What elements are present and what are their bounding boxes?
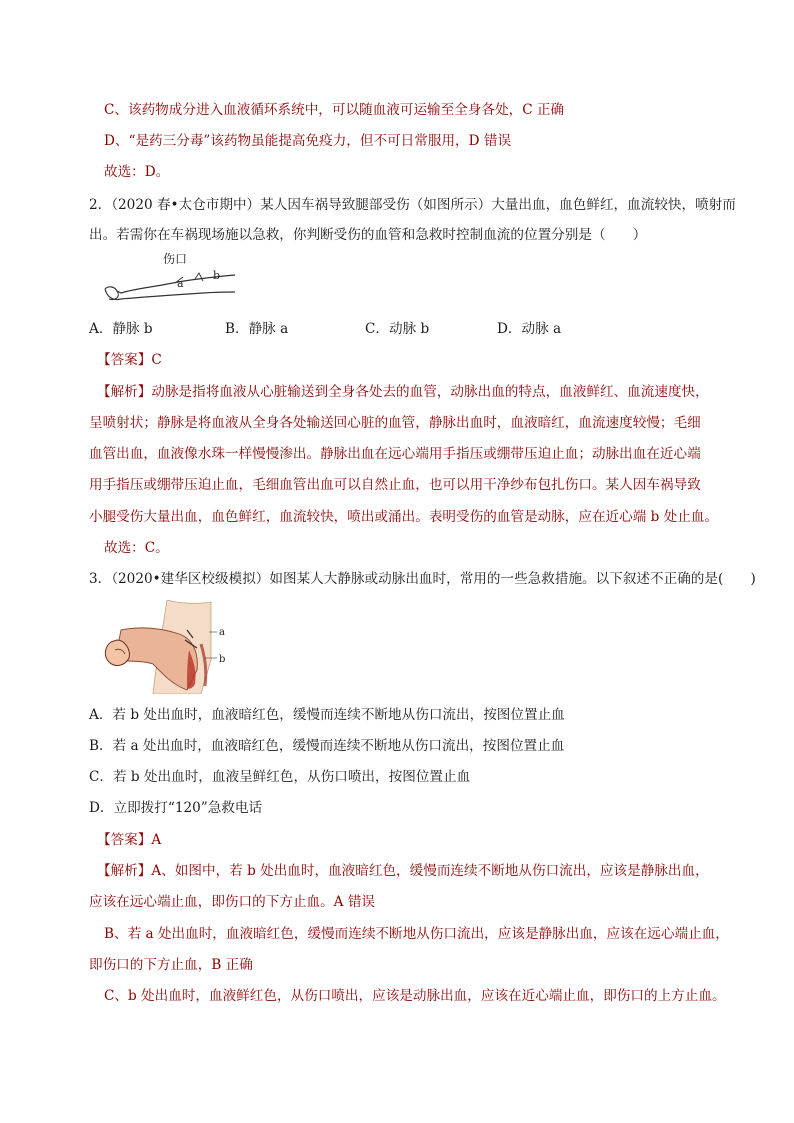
label-b: b <box>213 269 221 282</box>
q3-stem: 3．（2020•建华区校级模拟）如图某人大静脉或动脉出血时，常用的一些急救措施。以下叙述不正确的是( ) <box>89 571 756 587</box>
q3-answer: 【答案】A <box>97 832 162 848</box>
wound-label: 伤口 <box>163 252 188 266</box>
choose-answer: 故选：D。 <box>104 164 170 180</box>
q2-answer: 【答案】C <box>97 352 162 368</box>
q2-analysis-line2: 呈喷射状；静脉是将血液从全身各处输送回心脏的血管，静脉出血时，血液暗红，血流速度较慢；毛细 <box>89 415 701 431</box>
label-a: a <box>177 277 184 290</box>
leg-wound-figure <box>103 249 238 307</box>
q2-choose: 故选：C。 <box>104 540 169 556</box>
q3-analysis-line1: 【解析】A、如图中，若 b 处出血时，血液暗红色，缓慢而连续不断地从伤口流出，应该是静脉出血， <box>97 863 709 879</box>
option-c-explanation: C、该药物成分进入血液循环系统中，可以随血液可运输至全身各处，C 正确 <box>104 102 565 118</box>
q2-stem-line2: 出。若需你在车祸现场施以急救，你判断受伤的血管和急救时控制血流的位置分别是（ ） <box>89 227 647 243</box>
arm-bleeding-figure <box>101 600 231 694</box>
option-d-explanation: D、“是药三分毒”该药物虽能提高免疫力，但不可日常服用，D 错误 <box>104 133 512 149</box>
q2-option-c: C．动脉 b <box>365 321 430 337</box>
q3-option-d: D．立即拨打“120”急救电话 <box>89 800 263 816</box>
label-b: b <box>219 654 226 665</box>
q3-option-b: B．若 a 处出血时，血液暗红色，缓慢而连续不断地从伤口流出，按图位置止血 <box>89 738 565 754</box>
q2-stem-line1: 2．（2020 春•太仓市期中）某人因车祸导致腿部受伤（如图所示）大量出血，血色鲜红，血流较快，喷射而 <box>89 197 736 213</box>
q2-option-a: A．静脉 b <box>89 321 153 337</box>
q2-analysis-line3: 血管出血，血液像水珠一样慢慢渗出。静脉出血在远心端用手指压或绷带压迫止血；动脉出血在近心端 <box>89 446 701 462</box>
q2-analysis-line4: 用手指压或绷带压迫止血，毛细血管出血可以自然止血，也可以用干净纱布包扎伤口。某人因车祸导致 <box>89 477 701 493</box>
q2-option-d: D．动脉 a <box>497 321 562 337</box>
q3-option-c: C．若 b 处出血时，血液呈鲜红色，从伤口喷出，按图位置止血 <box>89 769 471 785</box>
q2-analysis-line1: 【解析】动脉是指将血液从心脏输送到全身各处去的血管，动脉出血的特点，血液鲜红、血流速度快， <box>97 384 709 400</box>
q2-analysis-line5: 小腿受伤大量出血，血色鲜红，血流较快，喷出或涌出。表明受伤的血管是动脉，应在近心端 b 处止血。 <box>89 509 719 525</box>
q3-analysis-line4: 即伤口的下方止血，B 正确 <box>89 957 253 973</box>
q2-option-b: B．静脉 a <box>225 321 289 337</box>
q3-analysis-line2: 应该在远心端止血，即伤口的下方止血。A 错误 <box>89 894 376 910</box>
q3-option-a: A．若 b 处出血时，血液暗红色，缓慢而连续不断地从伤口流出，按图位置止血 <box>89 707 565 723</box>
q3-analysis-line5: C、b 处出血时，血液鲜红色，从伤口喷出，应该是动脉出血，应该在近心端止血，即伤口的上方止血。 <box>104 988 726 1004</box>
q3-analysis-line3: B、若 a 处出血时，血液暗红色，缓慢而连续不断地从伤口流出，应该是静脉出血，应该在远心端止血， <box>104 926 729 942</box>
label-a: a <box>219 627 225 638</box>
